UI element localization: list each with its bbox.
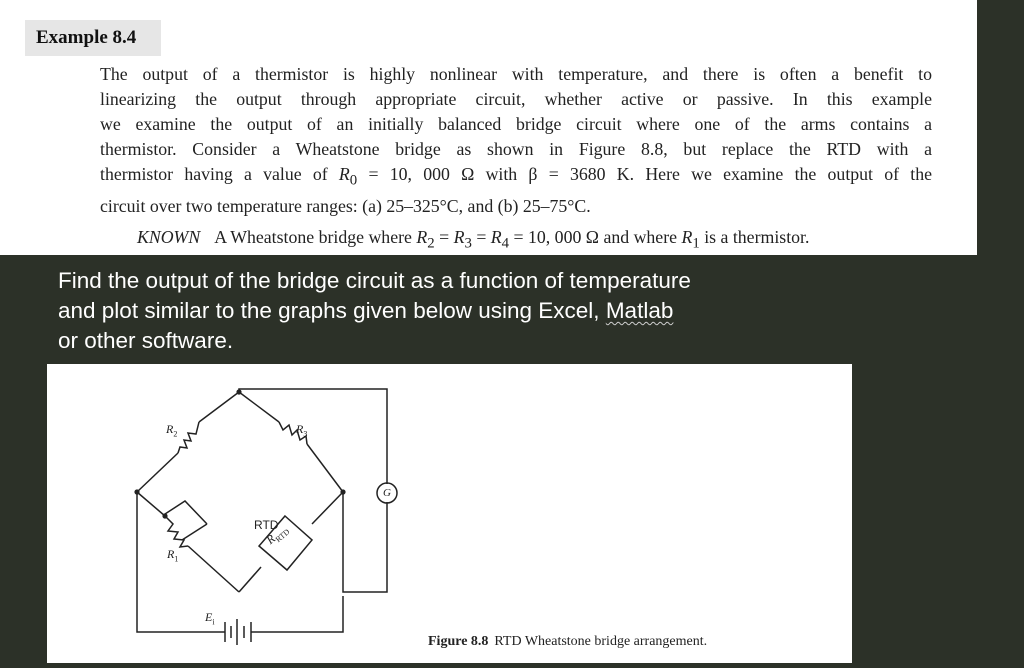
r2-subscript: 2	[427, 235, 435, 252]
paragraph-text: thermistor having a value of	[100, 164, 339, 184]
r2-label: $R_2$	[166, 422, 178, 439]
example-paragraph	[100, 62, 932, 219]
figure-caption	[428, 634, 707, 650]
junction-dot	[340, 489, 345, 494]
wire	[199, 392, 239, 422]
task-line: or other software.	[58, 328, 234, 353]
r2-resistor	[178, 422, 199, 453]
wire	[239, 392, 279, 422]
task-instructions	[58, 266, 818, 356]
r2-symbol: R	[416, 227, 428, 247]
known-text: is a thermistor.	[699, 227, 810, 247]
wire	[182, 524, 207, 540]
known-text: A Wheatstone bridge where	[214, 227, 417, 247]
task-line: Find the output of the bridge circuit as a function of temperature	[58, 268, 691, 293]
known-text: =	[434, 227, 454, 247]
r1-subscript: 1	[692, 235, 700, 252]
paragraph-line	[100, 162, 932, 194]
known-label: KNOWN	[137, 227, 201, 247]
paragraph-line: thermistor. Consider a Wheatstone bridge as shown in Figure 8.8, but replace the RTD with a	[100, 139, 932, 159]
r1-resistor	[165, 516, 188, 547]
junction-dot	[162, 513, 167, 518]
r0-subscript: 0	[349, 172, 358, 189]
junction-dot	[134, 489, 139, 494]
r3-label: $R_3$	[296, 422, 308, 439]
junction-dot	[236, 389, 241, 394]
known-text: =	[471, 227, 491, 247]
r4-subscript: 4	[501, 235, 510, 252]
r3-symbol: R	[453, 227, 465, 247]
r3-subscript: 3	[464, 235, 472, 252]
task-text: and plot similar to the graphs given below using Excel,	[58, 298, 606, 323]
paragraph-text: = 10, 000 Ω with β = 3680 K. Here we examine the output of the	[357, 164, 933, 184]
wire	[307, 444, 343, 492]
wire	[239, 567, 261, 592]
wire	[343, 492, 387, 592]
caption-label: Figure 8.8	[428, 634, 489, 649]
r1-label: $R_1$	[167, 547, 179, 564]
paragraph-line: circuit over two temperature ranges: (a) 25–325°C, and (b) 25–75°C.	[100, 195, 591, 216]
r0-symbol: R	[338, 164, 350, 184]
wire	[188, 546, 239, 592]
r-rtd-label: $R_{RTD}$	[263, 527, 292, 547]
galvanometer-label: G	[383, 487, 391, 499]
paragraph-line: we examine the output of an initially balanced bridge circuit where one of the arms contains a	[100, 114, 932, 134]
example-title: Example 8.4	[36, 27, 137, 48]
wire	[312, 492, 343, 524]
wire	[260, 596, 343, 632]
paragraph-line: The output of a thermistor is highly nonlinear with temperature, and there is often a benefit to	[100, 64, 932, 84]
r1-symbol: R	[681, 227, 693, 247]
spellcheck-word: Matlab	[605, 298, 674, 323]
paragraph-line: linearizing the output through appropriate circuit, whether active or passive. In this example	[100, 89, 932, 109]
wire	[137, 492, 165, 516]
r4-symbol: R	[490, 227, 502, 247]
known-text: = 10, 000 Ω and where	[509, 227, 682, 247]
figure-panel	[47, 364, 852, 663]
wheatstone-bridge-diagram	[47, 364, 852, 663]
task-line	[58, 296, 818, 326]
ei-label: $E_i$	[205, 610, 215, 627]
known-statement	[137, 227, 933, 253]
wire	[239, 389, 387, 484]
wire	[137, 453, 178, 492]
rtd-label: RTD	[254, 518, 279, 532]
caption-text: RTD Wheatstone bridge arrangement.	[494, 634, 708, 649]
wire	[165, 501, 207, 524]
